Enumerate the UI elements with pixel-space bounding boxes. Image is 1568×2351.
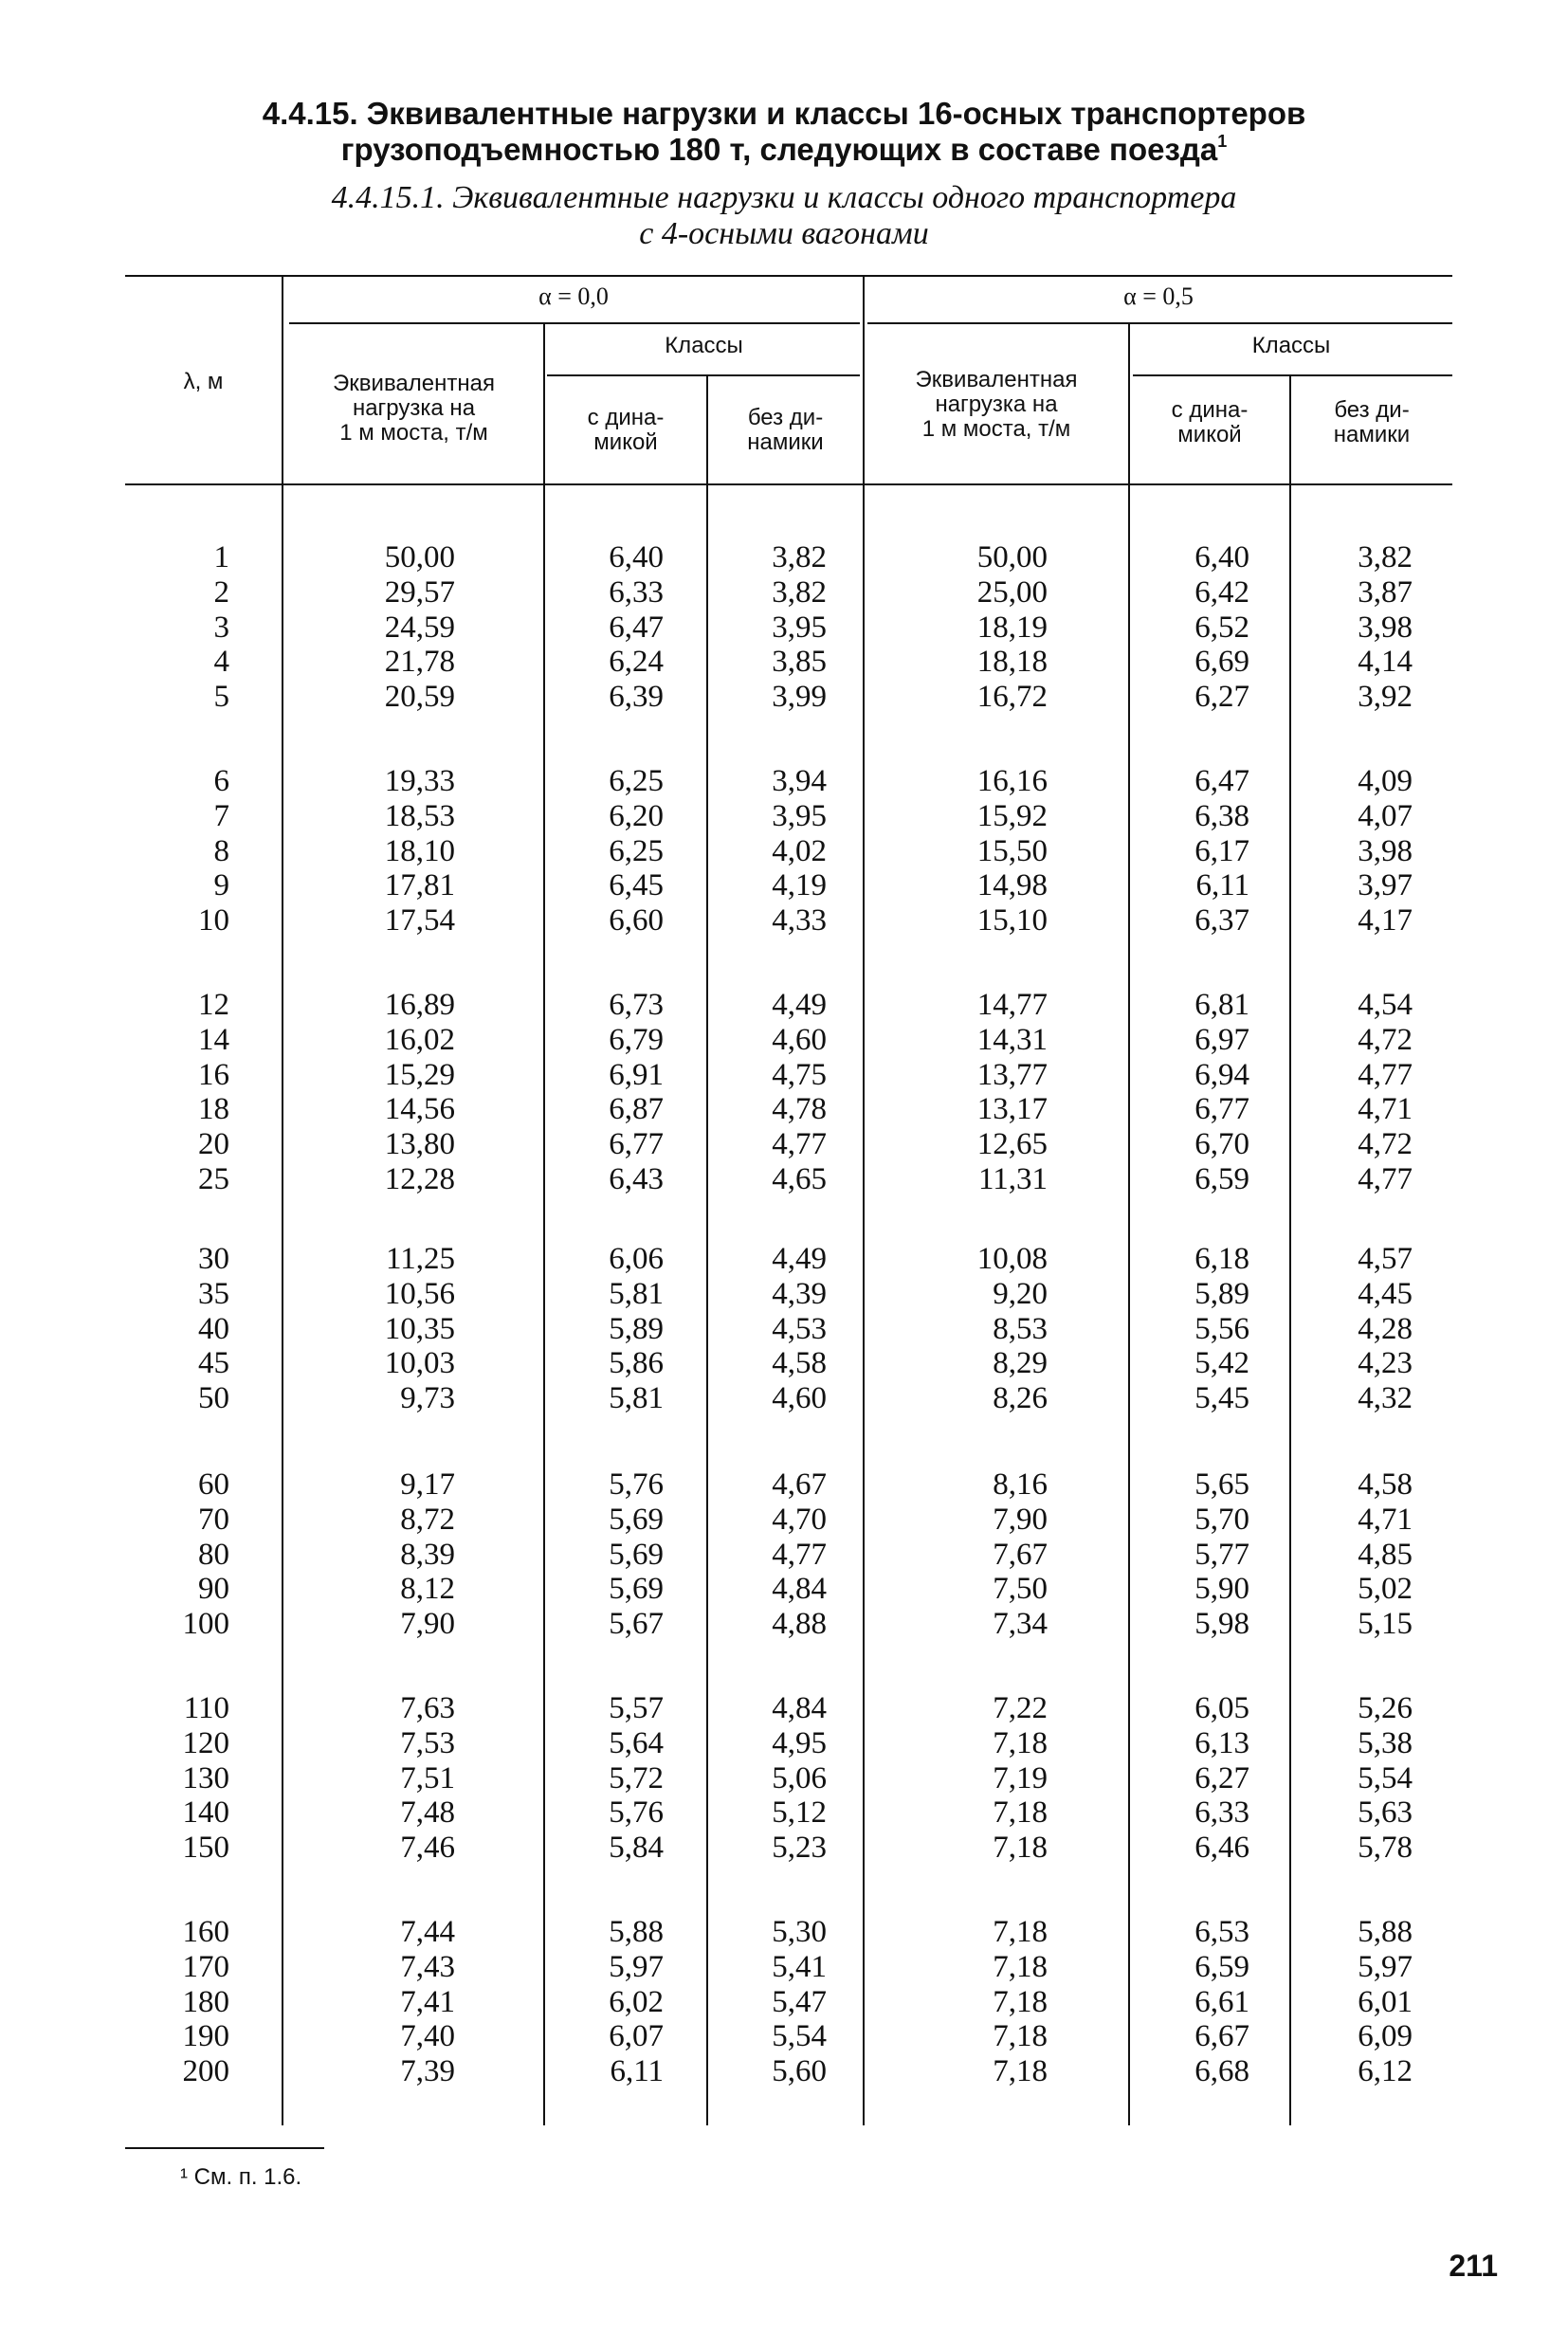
cell-lambda: 14 [198,1022,229,1057]
cell-load-a0: 10,56 [384,1276,455,1311]
cell-load-a05: 7,18 [993,1915,1048,1949]
cell-lambda: 45 [198,1346,229,1381]
cell-load-a0: 24,59 [384,610,455,645]
header-classes-left: Классы [665,333,743,358]
cell-class-dyn-a0: 5,76 [609,1467,664,1502]
cell-class-nodyn-a0: 4,49 [772,988,827,1022]
cell-lambda: 9 [213,868,229,903]
col-divider-alpha [863,275,865,2125]
cell-class-dyn-a05: 5,77 [1194,1537,1249,1572]
cell-class-nodyn-a05: 4,45 [1358,1276,1413,1311]
cell-load-a05: 14,77 [976,988,1048,1022]
cell-lambda: 60 [198,1467,229,1502]
cell-lambda: 6 [213,764,229,798]
cell-class-nodyn-a0: 4,33 [772,903,827,939]
cell-lambda: 160 [182,1915,229,1949]
alpha-underline-left [289,322,860,324]
cell-class-nodyn-a05: 4,85 [1358,1537,1413,1572]
cell-class-nodyn-a0: 4,84 [772,1691,827,1725]
cell-load-a05: 14,31 [976,1022,1048,1057]
cell-lambda: 80 [198,1537,229,1572]
cell-class-nodyn-a05: 4,32 [1358,1381,1413,1416]
cell-class-dyn-a0: 6,39 [609,680,664,715]
cell-load-a0: 7,48 [400,1795,455,1831]
cell-class-nodyn-a0: 4,84 [772,1572,827,1607]
cell-class-dyn-a0: 5,69 [609,1572,664,1607]
cell-class-dyn-a05: 6,77 [1194,1092,1249,1127]
cell-load-a0: 7,90 [400,1607,455,1642]
cell-class-nodyn-a05: 4,07 [1358,798,1413,833]
cell-class-dyn-a0: 6,07 [609,2019,664,2054]
cell-class-dyn-a0: 6,43 [609,1162,664,1196]
cell-class-dyn-a05: 6,94 [1194,1057,1249,1092]
cell-class-nodyn-a05: 4,17 [1358,903,1413,939]
cell-load-a0: 7,51 [400,1760,455,1795]
cell-load-a05: 50,00 [976,540,1048,574]
cell-load-a05: 7,50 [993,1572,1048,1607]
cell-class-dyn-a05: 6,52 [1194,610,1249,645]
cell-class-dyn-a05: 6,27 [1194,680,1249,715]
cell-load-a05: 8,16 [993,1467,1048,1502]
cell-class-nodyn-a05: 5,02 [1358,1572,1413,1607]
cell-class-dyn-a05: 6,18 [1194,1242,1249,1276]
cell-class-dyn-a05: 6,59 [1194,1162,1249,1196]
cell-load-a0: 8,39 [400,1537,455,1572]
cell-class-dyn-a05: 5,45 [1194,1381,1249,1416]
section-title-line2 [0,131,1568,169]
cell-class-nodyn-a0: 4,78 [772,1092,827,1127]
cell-class-dyn-a0: 5,64 [609,1725,664,1760]
subsection-title-line1: 4.4.15.1. Эквивалентные нагрузки и классы одного транспортера [331,180,1237,215]
cell-class-dyn-a05: 6,11 [1195,868,1249,903]
cell-class-dyn-a0: 6,11 [610,2054,664,2089]
cell-class-dyn-a0: 6,33 [609,574,664,610]
cell-class-dyn-a05: 6,70 [1194,1127,1249,1162]
cell-class-nodyn-a05: 5,38 [1358,1725,1413,1760]
cell-load-a0: 18,10 [384,833,455,868]
cell-class-nodyn-a0: 4,53 [772,1311,827,1346]
cell-lambda: 10 [198,903,229,939]
cell-class-nodyn-a05: 3,97 [1358,868,1413,903]
cell-class-dyn-a0: 6,40 [609,540,664,574]
cell-lambda: 1 [213,540,229,574]
cell-load-a05: 7,18 [993,1949,1048,1984]
header-classes-right: Классы [1251,333,1331,358]
cell-load-a05: 8,29 [993,1346,1048,1381]
cell-class-nodyn-a05: 5,15 [1358,1607,1413,1642]
cell-lambda: 140 [182,1795,229,1831]
header-bottom-rule [125,483,1452,485]
cell-class-dyn-a0: 6,87 [609,1092,664,1127]
cell-load-a0: 18,53 [384,798,455,833]
cell-load-a0: 7,40 [400,2019,455,2054]
cell-load-a0: 14,56 [384,1092,455,1127]
cell-load-a0: 12,28 [384,1162,455,1196]
cell-load-a0: 20,59 [384,680,455,715]
cell-class-nodyn-a05: 5,97 [1358,1949,1413,1984]
cell-load-a0: 17,81 [384,868,455,903]
cell-load-a0: 7,43 [400,1949,455,1984]
cell-class-nodyn-a05: 4,72 [1358,1127,1413,1162]
cell-class-nodyn-a05: 4,72 [1358,1022,1413,1057]
cell-load-a0: 9,17 [400,1467,455,1502]
cell-class-nodyn-a05: 4,28 [1358,1311,1413,1346]
cell-load-a0: 16,02 [384,1022,455,1057]
header-alpha-0: α = 0,0 [538,282,609,310]
cell-class-nodyn-a05: 3,98 [1358,610,1413,645]
cell-class-nodyn-a0: 5,12 [772,1795,827,1831]
cell-lambda: 4 [213,645,229,680]
cell-class-dyn-a05: 5,56 [1194,1311,1249,1346]
cell-load-a0: 13,80 [384,1127,455,1162]
cell-class-nodyn-a05: 5,88 [1358,1915,1413,1949]
footnote-rule [125,2147,324,2149]
cell-load-a05: 12,65 [976,1127,1048,1162]
cell-class-dyn-a0: 5,57 [609,1691,664,1725]
cell-load-a0: 7,46 [400,1831,455,1866]
cell-lambda: 7 [213,798,229,833]
cell-load-a0: 21,78 [384,645,455,680]
cell-load-a0: 11,25 [385,1242,455,1276]
cell-class-nodyn-a05: 5,26 [1358,1691,1413,1725]
cell-class-nodyn-a05: 4,77 [1358,1057,1413,1092]
cell-class-dyn-a05: 6,38 [1194,798,1249,833]
page-number: 211 [1449,2249,1498,2283]
cell-class-dyn-a0: 5,67 [609,1607,664,1642]
cell-load-a05: 16,16 [976,764,1048,798]
cell-class-dyn-a0: 6,06 [609,1242,664,1276]
cell-class-dyn-a0: 5,72 [609,1760,664,1795]
cell-class-dyn-a05: 6,68 [1194,2054,1249,2089]
cell-load-a0: 50,00 [384,540,455,574]
cell-load-a05: 15,10 [976,903,1048,939]
cell-lambda: 30 [198,1242,229,1276]
cell-lambda: 120 [182,1725,229,1760]
cell-class-dyn-a0: 6,73 [609,988,664,1022]
cell-class-dyn-a05: 5,90 [1194,1572,1249,1607]
cell-load-a05: 7,18 [993,1725,1048,1760]
cell-class-dyn-a0: 5,86 [609,1346,664,1381]
cell-class-dyn-a0: 5,81 [609,1381,664,1416]
table-top-rule [125,275,1452,277]
cell-lambda: 12 [198,988,229,1022]
cell-class-nodyn-a0: 3,85 [772,645,827,680]
cell-lambda: 110 [183,1691,229,1725]
cell-class-dyn-a0: 6,25 [609,833,664,868]
cell-class-dyn-a05: 6,97 [1194,1022,1249,1057]
cell-load-a0: 16,89 [384,988,455,1022]
cell-load-a0: 7,44 [400,1915,455,1949]
cell-class-nodyn-a0: 4,77 [772,1537,827,1572]
cell-load-a05: 18,19 [976,610,1048,645]
cell-class-dyn-a0: 6,20 [609,798,664,833]
alpha-underline-right [867,322,1452,324]
cell-class-dyn-a05: 5,65 [1194,1467,1249,1502]
footnote: ¹ См. п. 1.6. [180,2164,302,2190]
cell-class-nodyn-a05: 4,23 [1358,1346,1413,1381]
cell-class-dyn-a05: 6,37 [1194,903,1249,939]
cell-class-nodyn-a05: 6,01 [1358,1984,1413,2019]
cell-class-dyn-a0: 5,81 [609,1276,664,1311]
cell-lambda: 50 [198,1381,229,1416]
cell-class-dyn-a05: 5,89 [1194,1276,1249,1311]
cell-lambda: 200 [182,2054,229,2089]
cell-class-dyn-a0: 5,97 [609,1949,664,1984]
cell-class-nodyn-a0: 4,49 [772,1242,827,1276]
cell-load-a0: 8,12 [400,1572,455,1607]
cell-load-a05: 16,72 [976,680,1048,715]
cell-lambda: 18 [198,1092,229,1127]
cell-class-nodyn-a05: 3,98 [1358,833,1413,868]
cell-lambda: 5 [213,680,229,715]
cell-class-dyn-a05: 6,81 [1194,988,1249,1022]
cell-class-nodyn-a0: 4,75 [772,1057,827,1092]
cell-load-a05: 18,18 [976,645,1048,680]
cell-class-nodyn-a0: 3,82 [772,540,827,574]
cell-class-nodyn-a0: 5,41 [772,1949,827,1984]
cell-class-dyn-a0: 6,60 [609,903,664,939]
cell-lambda: 130 [182,1760,229,1795]
header-load-left: Эквивалентная нагрузка на 1 м моста, т/м [333,371,495,446]
cell-class-nodyn-a0: 3,94 [772,764,827,798]
header-alpha-05: α = 0,5 [1123,282,1194,310]
cell-lambda: 20 [198,1127,229,1162]
cell-class-dyn-a05: 5,42 [1194,1346,1249,1381]
cell-class-nodyn-a05: 4,14 [1358,645,1413,680]
cell-class-nodyn-a05: 4,57 [1358,1242,1413,1276]
cell-class-dyn-a0: 5,69 [609,1502,664,1537]
cell-class-nodyn-a05: 4,58 [1358,1467,1413,1502]
cell-class-dyn-a0: 6,79 [609,1022,664,1057]
cell-class-dyn-a05: 5,70 [1194,1502,1249,1537]
cell-class-nodyn-a0: 4,39 [772,1276,827,1311]
cell-class-dyn-a05: 6,40 [1194,540,1249,574]
header-without-dynamics-left: без ди- намики [747,405,824,455]
cell-load-a05: 7,18 [993,1984,1048,2019]
cell-load-a0: 7,63 [400,1691,455,1725]
cell-class-dyn-a0: 5,76 [609,1795,664,1831]
cell-class-dyn-a0: 6,25 [609,764,664,798]
cell-class-dyn-a05: 6,05 [1194,1691,1249,1725]
cell-class-dyn-a0: 5,89 [609,1311,664,1346]
cell-load-a0: 9,73 [400,1381,455,1416]
cell-class-dyn-a05: 6,33 [1194,1795,1249,1831]
cell-class-nodyn-a0: 3,82 [772,574,827,610]
cell-class-nodyn-a0: 5,30 [772,1915,827,1949]
cell-class-nodyn-a0: 3,99 [772,680,827,715]
cell-class-nodyn-a0: 5,54 [772,2019,827,2054]
cell-class-dyn-a05: 6,27 [1194,1760,1249,1795]
cell-lambda: 25 [198,1162,229,1196]
cell-class-nodyn-a0: 4,65 [772,1162,827,1196]
cell-class-dyn-a05: 6,61 [1194,1984,1249,2019]
cell-load-a0: 7,39 [400,2054,455,2089]
cell-lambda: 8 [213,833,229,868]
cell-class-dyn-a05: 6,67 [1194,2019,1249,2054]
cell-class-nodyn-a0: 3,95 [772,798,827,833]
cell-class-dyn-a0: 6,02 [609,1984,664,2019]
cell-load-a05: 7,18 [993,2019,1048,2054]
cell-class-nodyn-a0: 4,58 [772,1346,827,1381]
cell-load-a05: 7,18 [993,1795,1048,1831]
cell-load-a05: 8,26 [993,1381,1048,1416]
cell-class-dyn-a0: 6,45 [609,868,664,903]
cell-load-a05: 7,34 [993,1607,1048,1642]
cell-class-nodyn-a0: 4,60 [772,1022,827,1057]
cell-class-nodyn-a05: 5,54 [1358,1760,1413,1795]
cell-load-a0: 7,53 [400,1725,455,1760]
cell-load-a05: 7,18 [993,2054,1048,2089]
cell-load-a0: 19,33 [384,764,455,798]
subsection-title-line2: с 4-осными вагонами [639,216,929,251]
cell-load-a05: 25,00 [976,574,1048,610]
cell-load-a0: 8,72 [400,1502,455,1537]
cell-load-a0: 15,29 [384,1057,455,1092]
cell-class-nodyn-a05: 4,54 [1358,988,1413,1022]
cell-class-dyn-a0: 6,24 [609,645,664,680]
cell-class-dyn-a0: 5,69 [609,1537,664,1572]
cell-class-nodyn-a05: 3,82 [1358,540,1413,574]
cell-load-a0: 10,03 [384,1346,455,1381]
cell-load-a05: 15,50 [976,833,1048,868]
cell-lambda: 150 [182,1831,229,1866]
cell-class-nodyn-a05: 6,12 [1358,2054,1413,2089]
cell-class-nodyn-a05: 3,87 [1358,574,1413,610]
cell-class-dyn-a05: 6,42 [1194,574,1249,610]
section-title-line1: 4.4.15. Эквивалентные нагрузки и классы 16-осных транспортеров [262,96,1306,131]
classes-underline-right [1133,374,1452,376]
cell-class-nodyn-a05: 4,09 [1358,764,1413,798]
cell-lambda: 40 [198,1311,229,1346]
cell-class-nodyn-a05: 5,78 [1358,1831,1413,1866]
cell-load-a05: 8,53 [993,1311,1048,1346]
cell-load-a0: 17,54 [384,903,455,939]
cell-class-nodyn-a05: 5,63 [1358,1795,1413,1831]
header-load-right: Эквивалентная нагрузка на 1 м моста, т/м [915,367,1078,442]
cell-load-a05: 7,18 [993,1831,1048,1866]
cell-load-a05: 7,19 [993,1760,1048,1795]
header-without-dynamics-right: без ди- намики [1333,397,1411,447]
cell-lambda: 3 [213,610,229,645]
col-divider-lambda [282,275,283,2125]
cell-class-dyn-a05: 6,69 [1194,645,1249,680]
cell-load-a05: 9,20 [993,1276,1048,1311]
footnote-marker: 1 [1217,132,1228,151]
cell-class-dyn-a05: 5,98 [1194,1607,1249,1642]
cell-lambda: 100 [182,1607,229,1642]
cell-load-a05: 13,77 [976,1057,1048,1092]
cell-class-nodyn-a0: 4,95 [772,1725,827,1760]
cell-lambda: 35 [198,1276,229,1311]
cell-class-nodyn-a0: 5,60 [772,2054,827,2089]
cell-class-nodyn-a0: 5,47 [772,1984,827,2019]
cell-class-nodyn-a05: 3,92 [1358,680,1413,715]
cell-lambda: 16 [198,1057,229,1092]
cell-load-a05: 11,31 [977,1162,1048,1196]
cell-load-a05: 7,90 [993,1502,1048,1537]
cell-class-dyn-a05: 6,46 [1194,1831,1249,1866]
cell-class-dyn-a05: 6,59 [1194,1949,1249,1984]
section-title-line2-text: грузоподъемностью 180 т, следующих в составе поезда [340,132,1218,167]
cell-class-dyn-a05: 6,13 [1194,1725,1249,1760]
cell-lambda: 190 [182,2019,229,2054]
cell-lambda: 90 [198,1572,229,1607]
cell-class-nodyn-a0: 4,60 [772,1381,827,1416]
cell-class-nodyn-a05: 6,09 [1358,2019,1413,2054]
cell-class-nodyn-a05: 4,71 [1358,1092,1413,1127]
cell-load-a05: 14,98 [976,868,1048,903]
cell-class-nodyn-a0: 4,67 [772,1467,827,1502]
cell-load-a05: 7,67 [993,1537,1048,1572]
cell-load-a05: 15,92 [976,798,1048,833]
cell-class-dyn-a0: 6,47 [609,610,664,645]
cell-class-nodyn-a0: 4,70 [772,1502,827,1537]
cell-class-dyn-a0: 6,91 [609,1057,664,1092]
header-with-dynamics-left: с дина- микой [587,405,665,455]
cell-load-a05: 7,22 [993,1691,1048,1725]
cell-lambda: 170 [182,1949,229,1984]
cell-class-dyn-a05: 6,53 [1194,1915,1249,1949]
cell-class-dyn-a0: 6,77 [609,1127,664,1162]
cell-class-dyn-a0: 5,88 [609,1915,664,1949]
header-with-dynamics-right: с дина- микой [1171,397,1249,447]
cell-load-a05: 10,08 [976,1242,1048,1276]
header-lambda: λ, м [183,369,224,394]
cell-class-nodyn-a05: 4,77 [1358,1162,1413,1196]
cell-class-dyn-a05: 6,47 [1194,764,1249,798]
cell-class-nodyn-a0: 4,19 [772,868,827,903]
cell-class-nodyn-a0: 4,77 [772,1127,827,1162]
cell-load-a05: 13,17 [976,1092,1048,1127]
cell-class-nodyn-a0: 5,23 [772,1831,827,1866]
cell-class-nodyn-a05: 4,71 [1358,1502,1413,1537]
cell-class-nodyn-a0: 5,06 [772,1760,827,1795]
cell-load-a0: 29,57 [384,574,455,610]
cell-load-a0: 7,41 [400,1984,455,2019]
cell-class-nodyn-a0: 4,88 [772,1607,827,1642]
cell-class-nodyn-a0: 3,95 [772,610,827,645]
cell-lambda: 180 [182,1984,229,2019]
cell-class-dyn-a0: 5,84 [609,1831,664,1866]
cell-lambda: 70 [198,1502,229,1537]
cell-class-dyn-a05: 6,17 [1194,833,1249,868]
classes-underline-left [547,374,860,376]
cell-class-nodyn-a0: 4,02 [772,833,827,868]
cell-lambda: 2 [213,574,229,610]
cell-load-a0: 10,35 [384,1311,455,1346]
